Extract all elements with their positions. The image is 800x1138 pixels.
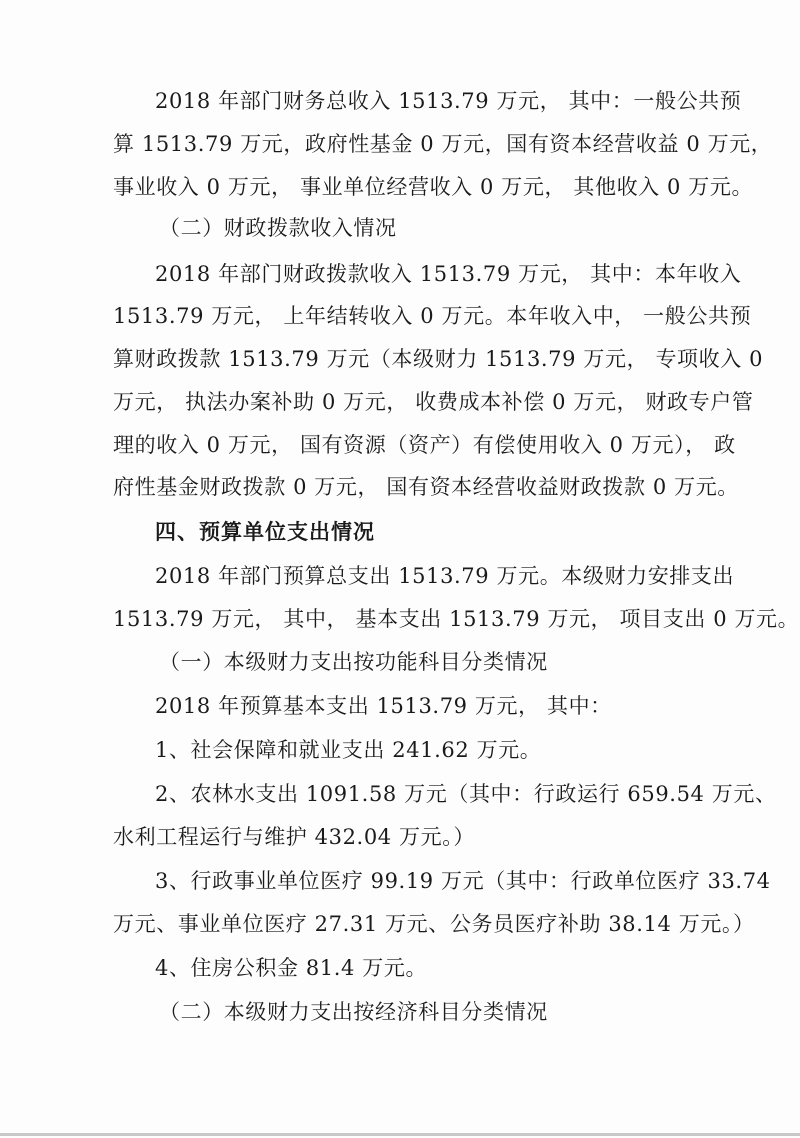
list-item: 2、农林水支出 1091.58 万元（其中：行政运行 659.54 万元、 (155, 782, 777, 806)
paragraph-line: 万元， 执法办案补助 0 万元， 收费成本补偿 0 万元， 财政专户管 (113, 390, 754, 414)
section-subheading: （二）财政拨款收入情况 (159, 216, 397, 240)
paragraph-line: 算 1513.79 万元，政府性基金 0 万元，国有资本经营收益 0 万元， (113, 132, 773, 156)
scan-edge-divider (0, 1133, 800, 1136)
list-item: 3、行政事业单位医疗 99.19 万元（其中：行政单位医疗 33.74 (155, 869, 771, 893)
paragraph-line: 算财政拨款 1513.79 万元（本级财力 1513.79 万元， 专项收入 0 (113, 347, 764, 371)
list-item: 1、社会保障和就业支出 241.62 万元。 (155, 738, 542, 762)
paragraph-line: 2018 年部门预算总支出 1513.79 万元。本级财力安排支出 (155, 564, 735, 588)
paragraph-line: 理的收入 0 万元， 国有资源（资产）有偿使用收入 0 万元）， 政 (113, 433, 736, 457)
list-item: 4、住房公积金 81.4 万元。 (155, 956, 428, 980)
list-item-continuation: 水利工程运行与维护 432.04 万元。） (113, 825, 475, 849)
paragraph-line: 2018 年部门财务总收入 1513.79 万元， 其中：一般公共预 (155, 89, 742, 113)
section-subheading: （二）本级财力支出按经济科目分类情况 (159, 1000, 548, 1024)
paragraph-line: 1513.79 万元， 上年结转收入 0 万元。本年收入中， 一般公共预 (113, 304, 752, 328)
list-item-continuation: 万元、事业单位医疗 27.31 万元、公务员医疗补助 38.14 万元。） (113, 912, 755, 936)
paragraph-line: 事业收入 0 万元， 事业单位经营收入 0 万元， 其他收入 0 万元。 (113, 175, 754, 199)
section-subheading: （一）本级财力支出按功能科目分类情况 (159, 650, 548, 674)
paragraph-line: 2018 年预算基本支出 1513.79 万元， 其中： (155, 694, 612, 718)
section-heading: 四、预算单位支出情况 (155, 520, 375, 544)
paragraph-line: 府性基金财政拨款 0 万元， 国有资本经营收益财政拨款 0 万元。 (113, 475, 739, 499)
paragraph-line: 1513.79 万元， 其中， 基本支出 1513.79 万元， 项目支出 0 万元。 (113, 607, 800, 631)
paragraph-line: 2018 年部门财政拨款收入 1513.79 万元， 其中：本年收入 (155, 262, 742, 286)
